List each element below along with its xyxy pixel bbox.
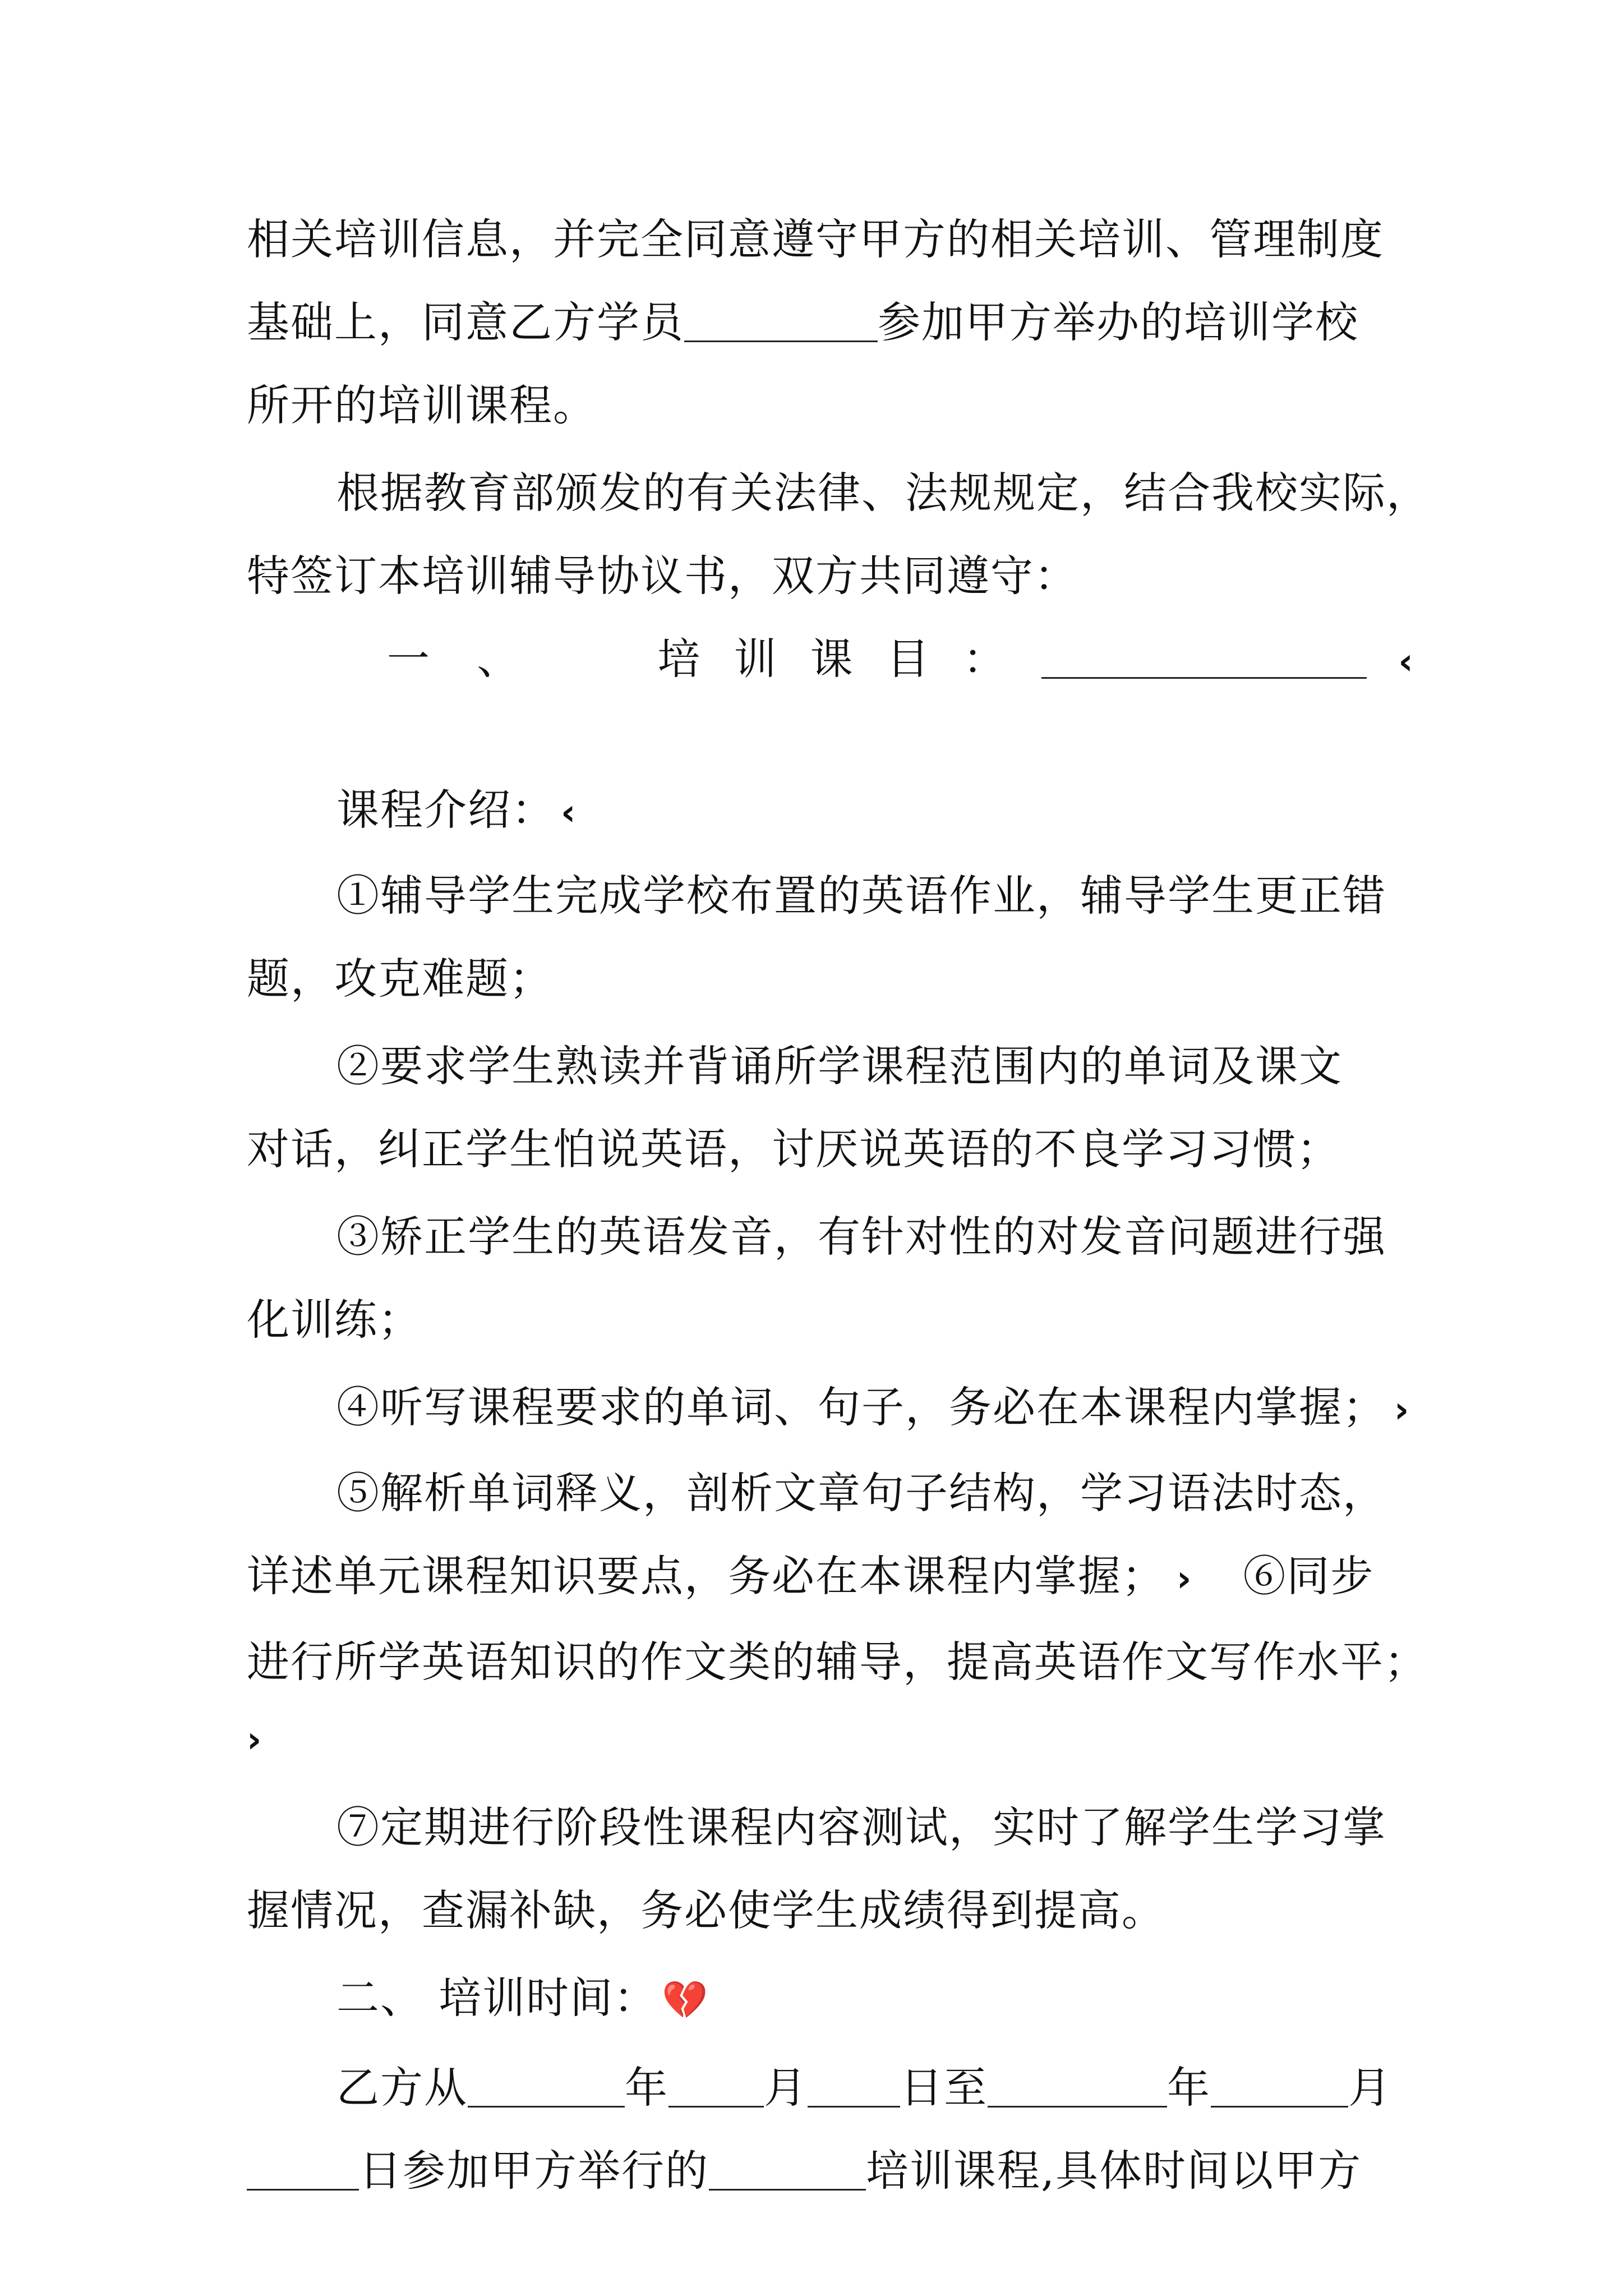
right-chevron-icon: › <box>247 1719 263 1761</box>
paragraph-line: 基础上，同意乙方学员 参加甲方举办的培训学校 <box>247 297 1359 347</box>
list-item-continuation <box>247 1700 1380 1778</box>
paragraph-line: 相关培训信息，并完全同意遵守甲方的相关培训、管理制度 <box>247 214 1384 264</box>
section-heading-courses: 一 、 培 训 课 目 ： ‹ <box>247 622 1380 700</box>
right-chevron-icon: › <box>1177 1558 1193 1600</box>
list-item-continuation: 题，攻克难题； <box>247 954 553 1004</box>
list-item-continuation: 化训练； <box>247 1295 422 1345</box>
list-item-continuation: 进行所学英语知识的作文类的辅导，提高英语作文写作水平； <box>247 1637 1428 1687</box>
student-name-blank <box>684 302 878 342</box>
course-subject-blank <box>1041 639 1367 679</box>
list-item: ⑦定期进行阶段性课程内容测试，实时了解学生学习掌 <box>336 1802 1386 1852</box>
paragraph-line: 特签订本培训辅导协议书，双方共同遵守： <box>247 551 1078 601</box>
list-item: ④听写课程要求的单词、句子，务必在本课程内掌握； › <box>247 1370 1380 1448</box>
end-day-blank <box>247 2151 359 2191</box>
end-month-blank <box>1211 2068 1348 2108</box>
list-item: ③矫正学生的英语发音，有针对性的对发音问题进行强 <box>336 1212 1386 1262</box>
start-year-blank <box>468 2068 625 2108</box>
section-heading-time: 二、 培训时间： 💔 <box>336 1973 709 2023</box>
end-year-blank <box>988 2068 1167 2108</box>
left-chevron-icon: ‹ <box>561 792 577 834</box>
list-item-continuation: 握情况，查漏补缺，务必使学生成绩得到提高。 <box>247 1885 1165 1935</box>
right-chevron-icon: › <box>1394 1389 1410 1431</box>
paragraph-line: 所开的培训课程。 <box>247 380 597 430</box>
list-item: ②要求学生熟读并背诵所学课程范围内的单词及课文 <box>336 1041 1343 1091</box>
paragraph-line: 根据教育部颁发的有关法律、法规规定，结合我校实际， <box>336 468 1430 518</box>
list-item-continuation: 详述单元课程知识要点，务必在本课程内掌握； › ⑥同步 <box>247 1539 1380 1617</box>
start-day-blank <box>808 2068 900 2108</box>
left-chevron-icon: ‹ <box>1398 641 1414 683</box>
list-item-continuation: 对话，纠正学生怕说英语，讨厌说英语的不良学习习惯； <box>247 1124 1340 1174</box>
course-intro-label: 课程介绍： ‹ <box>247 772 1380 850</box>
start-month-blank <box>668 2068 764 2108</box>
document-page <box>247 202 1430 2208</box>
broken-heart-icon: 💔 <box>662 1978 709 2022</box>
training-time-line: 日参加甲方举行的 培训课程,具体时间以甲方 <box>247 2133 1380 2208</box>
list-item: ①辅导学生完成学校布置的英语作业，辅导学生更正错 <box>336 871 1386 921</box>
training-time-line: 乙方从 年 月 日至 年 月 <box>336 2063 1392 2113</box>
course-name-blank <box>709 2151 866 2191</box>
list-item: ⑤解析单词释义，剖析文章句子结构，学习语法时态， <box>336 1468 1386 1518</box>
